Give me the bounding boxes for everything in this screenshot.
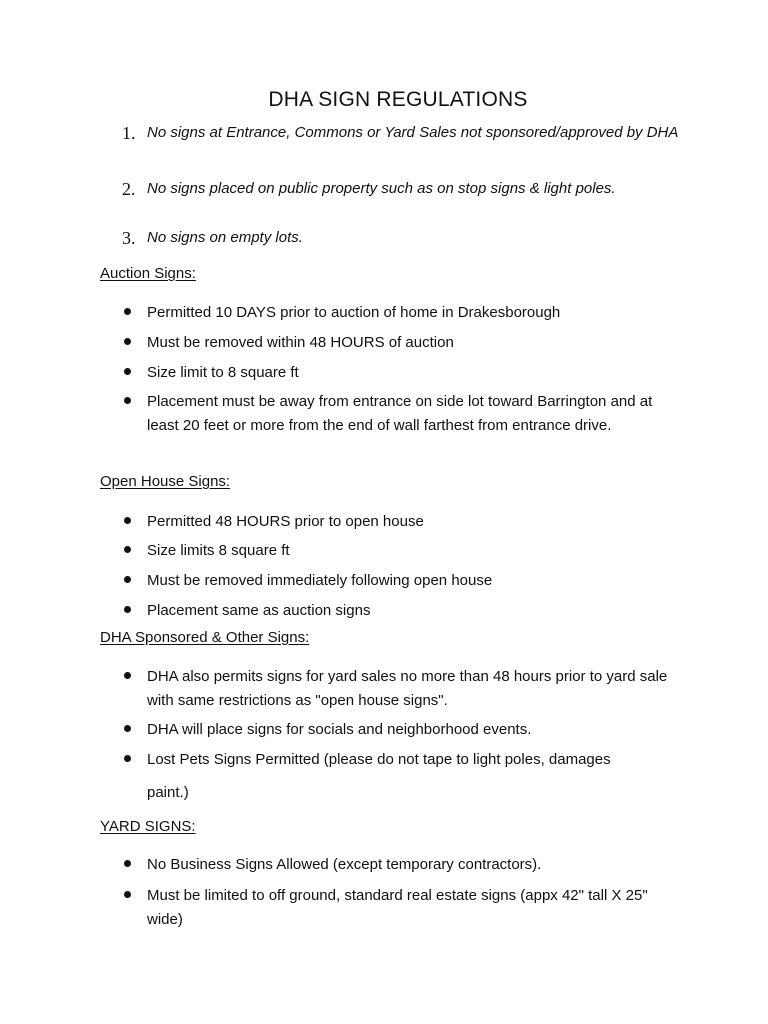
list-item (124, 748, 674, 772)
bullet-icon (124, 338, 131, 345)
list-item-text: paint.) (147, 784, 189, 801)
list-item-text: Must be removed within 48 HOURS of auction (147, 334, 454, 351)
list-item-text: Permitted 48 HOURS prior to open house (147, 513, 424, 530)
list-item (124, 718, 674, 742)
bullet-icon (124, 672, 131, 679)
bullet-icon (124, 546, 131, 553)
list-item (124, 853, 674, 877)
bullet-icon (124, 891, 131, 898)
rule-number: 1. (122, 123, 136, 143)
list-item (124, 361, 674, 385)
rule-text: No signs on empty lots. (147, 229, 303, 246)
bullet-icon (124, 725, 131, 732)
list-item-text: Size limits 8 square ft (147, 542, 290, 559)
rule-number: 2. (122, 179, 136, 199)
bullet-icon (124, 606, 131, 613)
list-item (124, 599, 674, 623)
rule-text: No signs at Entrance, Commons or Yard Sales not sponsored/approved by DHA (147, 124, 679, 141)
bullet-icon (124, 576, 131, 583)
list-item-text: DHA will place signs for socials and neighborhood events. (147, 721, 532, 738)
list-item (124, 665, 674, 712)
list-item-text: Permitted 10 DAYS prior to auction of home in Drakesborough (147, 304, 561, 321)
rule-number: 3. (122, 228, 136, 248)
numbered-rule (122, 121, 682, 145)
list-item-continuation (124, 781, 674, 805)
numbered-rule (122, 226, 682, 250)
document-title: DHA SIGN REGULATIONS (268, 88, 528, 111)
list-item (124, 510, 674, 534)
list-item-text: Lost Pets Signs Permitted (please do not tape to light poles, damages (147, 751, 611, 768)
list-item-text: Must be removed immediately following open house (147, 572, 493, 589)
bullet-icon (124, 860, 131, 867)
list-item-text: Placement same as auction signs (147, 602, 371, 619)
bullet-icon (124, 755, 131, 762)
numbered-rule (122, 177, 682, 201)
list-item-text: No Business Signs Allowed (except temporary contractors). (147, 856, 542, 873)
list-item-text: DHA also permits signs for yard sales no more than 48 hours prior to yard sale with same restrictions as "open house signs". (147, 668, 668, 709)
bullet-icon (124, 397, 131, 404)
list-item (124, 331, 674, 355)
section-heading-auction-signs: Auction Signs: (100, 265, 196, 282)
bullet-icon (124, 517, 131, 524)
list-item-text: Placement must be away from entrance on side lot toward Barrington and at least 20 feet or more from the end of wall farthest from entrance drive. (147, 393, 653, 434)
list-item (124, 569, 674, 593)
list-item (124, 301, 674, 325)
section-heading-open-house-signs: Open House Signs: (100, 473, 231, 490)
section-heading-dha-sponsored-signs: DHA Sponsored & Other Signs: (100, 629, 310, 646)
list-item-text: Size limit to 8 square ft (147, 364, 299, 381)
rule-text: No signs placed on public property such as on stop signs & light poles. (147, 180, 616, 197)
list-item-text: Must be limited to off ground, standard real estate signs (appx 42" tall X 25" wide) (147, 887, 648, 928)
list-item (124, 884, 674, 931)
list-item (124, 539, 674, 563)
list-item (124, 390, 674, 437)
bullet-icon (124, 368, 131, 375)
section-heading-yard-signs: YARD SIGNS: (100, 818, 196, 835)
bullet-icon (124, 308, 131, 315)
